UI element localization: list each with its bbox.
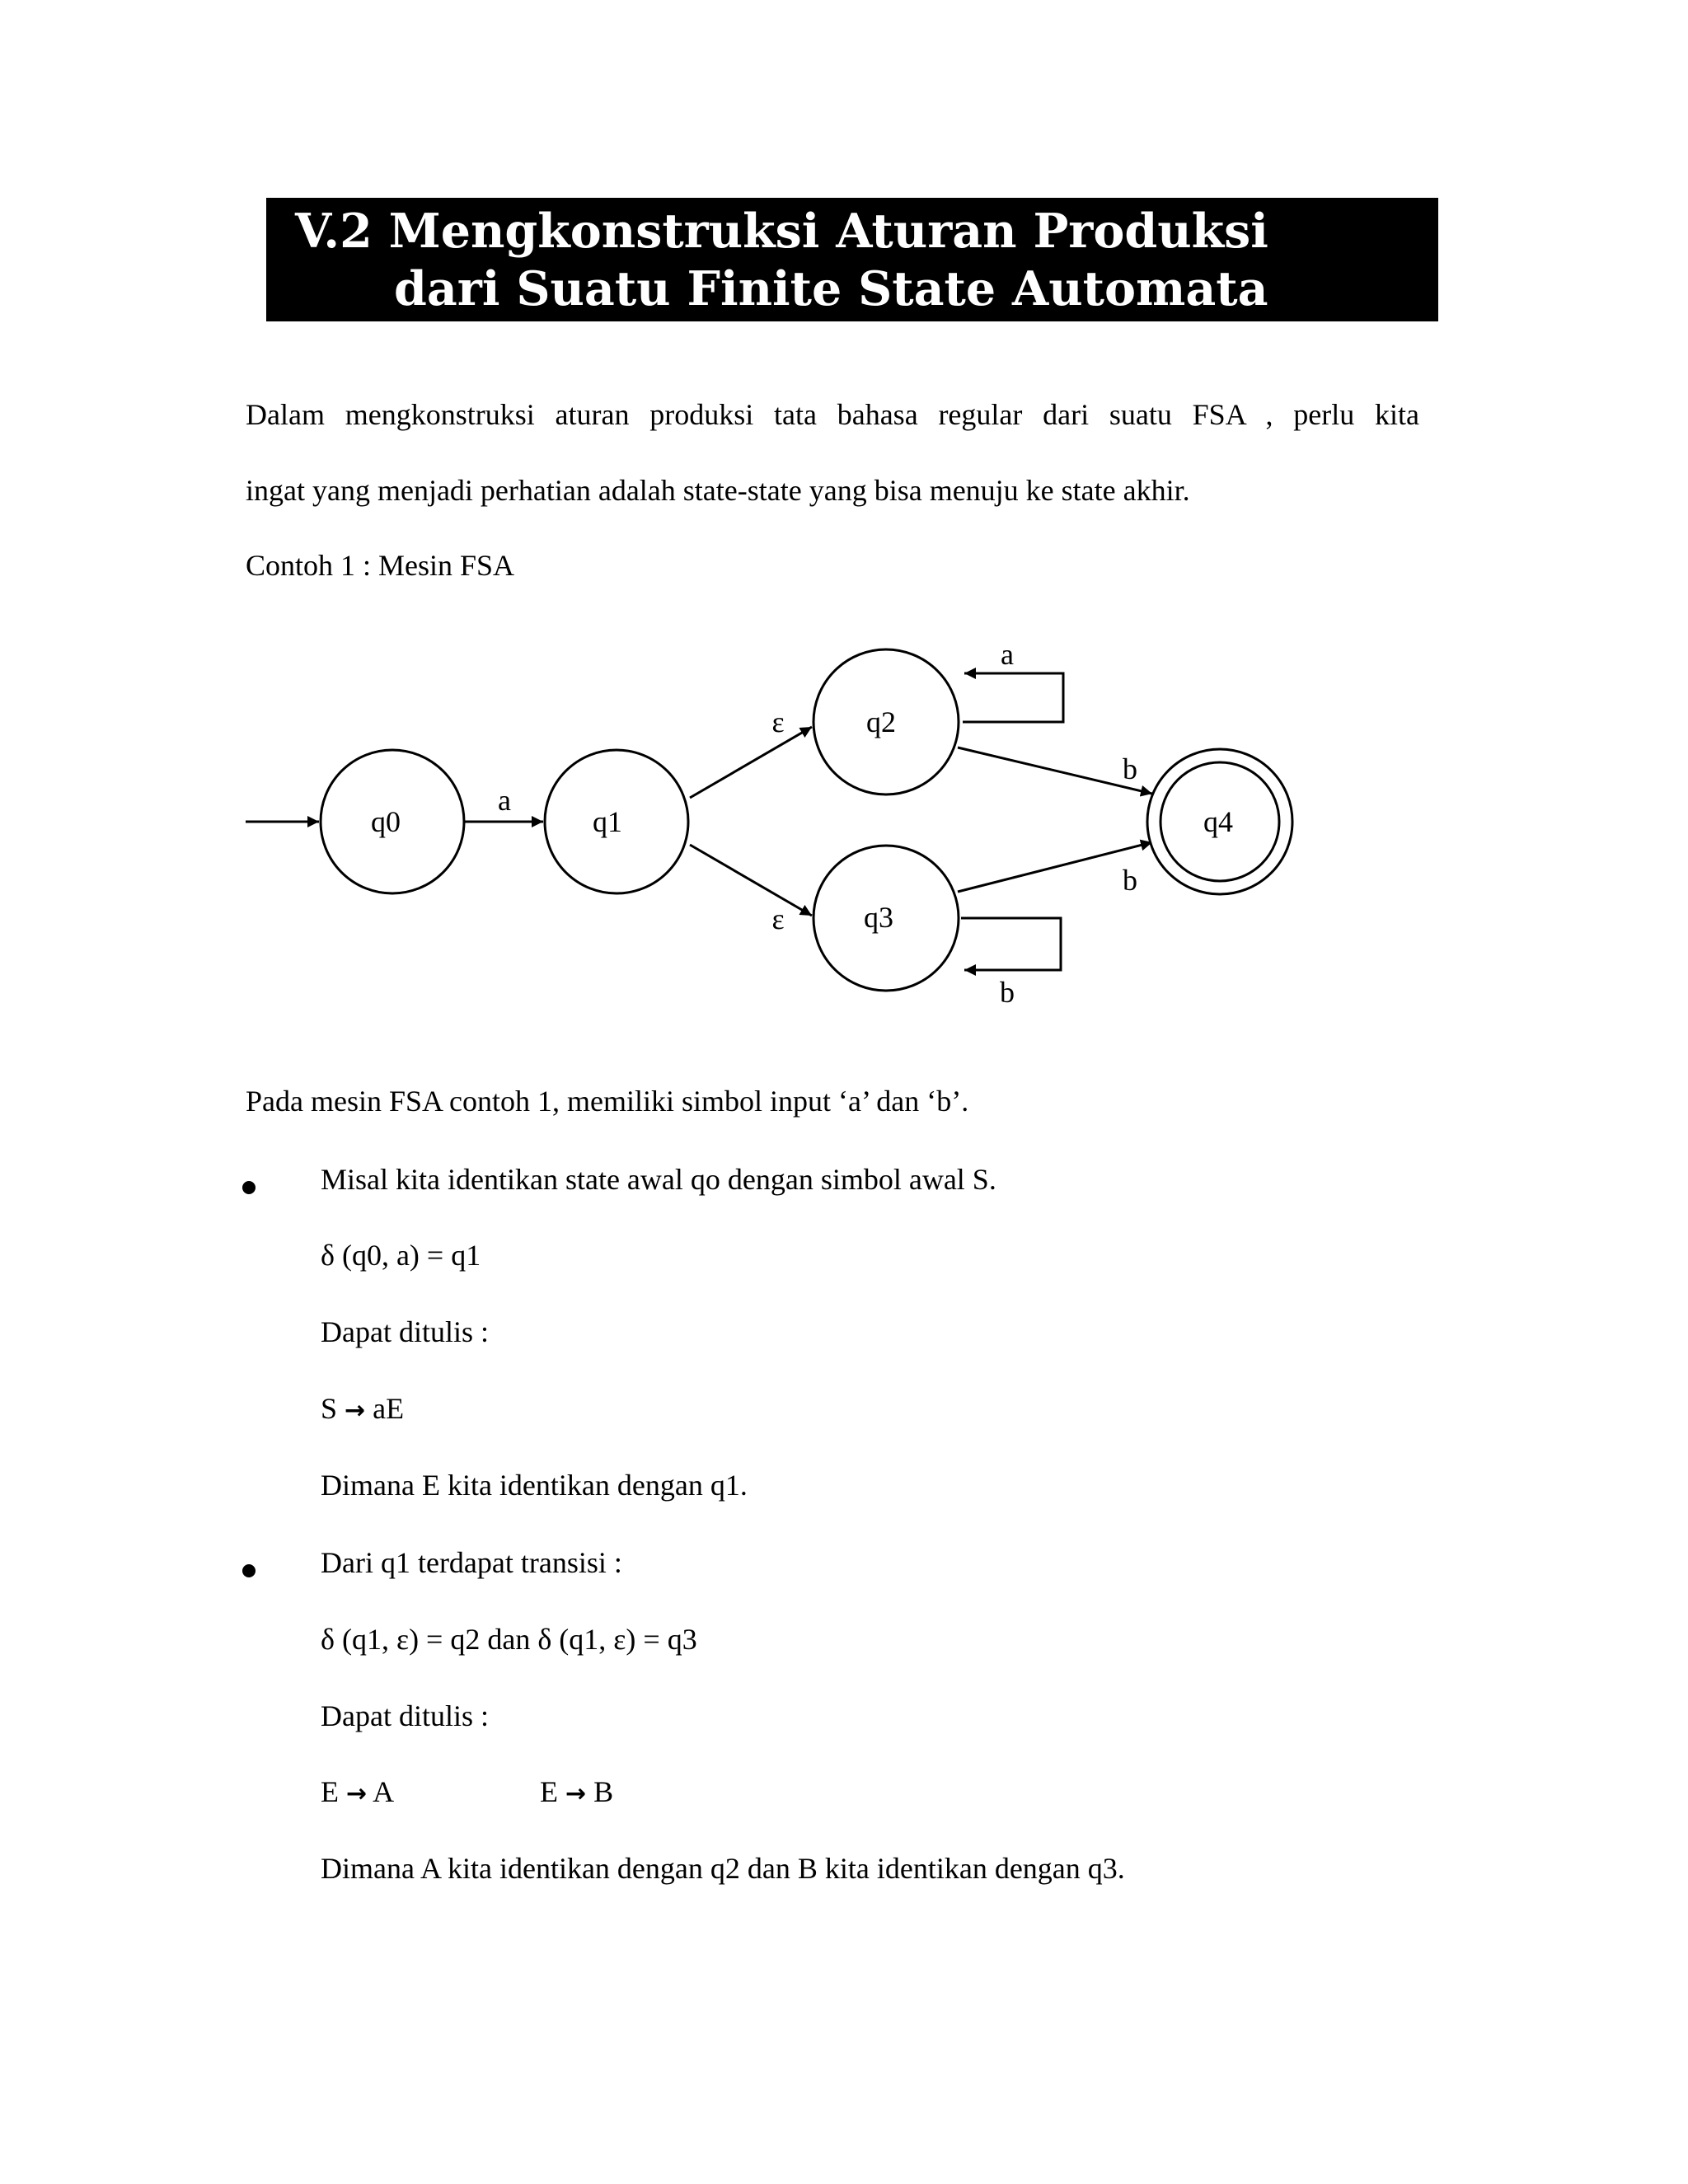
bullet-1-rule <box>321 1392 404 1426</box>
arrow-icon: → <box>345 1396 366 1425</box>
transition-q1-q3 <box>690 845 812 916</box>
after-diagram-text: Pada mesin FSA contoh 1, memiliki simbol input ‘a’ dan ‘b’. <box>246 1085 969 1118</box>
example-label: Contoh 1 : Mesin FSA <box>246 549 515 582</box>
bullet-2-rule-1 <box>321 1775 394 1809</box>
transition-q1-q2 <box>690 727 812 798</box>
rule-left: E <box>540 1775 558 1808</box>
label-q0-q1: a <box>498 784 511 817</box>
rule-right: A <box>373 1775 395 1808</box>
state-q1-label: q1 <box>593 805 622 838</box>
label-q2-q4: b <box>1123 752 1137 785</box>
label-q3-loop: b <box>1000 976 1015 1009</box>
arrow-icon: → <box>346 1779 368 1808</box>
rule-left: E <box>321 1775 339 1808</box>
bullet-2-write: Dapat ditulis : <box>321 1699 489 1732</box>
loop-q2 <box>963 673 1063 722</box>
label-q2-loop: a <box>1001 638 1014 671</box>
intro-paragraph-line-2: ingat yang menjadi perhatian adalah state-state yang bisa menuju ke state akhir. <box>246 474 1190 507</box>
arrow-icon: → <box>565 1779 587 1808</box>
bullet-1-delta: δ (q0, a) = q1 <box>321 1239 481 1272</box>
label-q3-q4: b <box>1123 864 1137 897</box>
rule-right: aE <box>373 1392 405 1425</box>
bullet-2-delta: δ (q1, ε) = q2 dan δ (q1, ε) = q3 <box>321 1623 697 1656</box>
bullet-1-note: Dimana E kita identikan dengan q1. <box>321 1469 748 1502</box>
section-title-line-1: V.2 Mengkonstruksi Aturan Produksi <box>295 204 1268 259</box>
rule-right: B <box>593 1775 614 1808</box>
bullet-2-rule-2 <box>540 1775 613 1809</box>
label-q1-q3: ε <box>771 902 785 935</box>
bullet-1-marker <box>242 1181 256 1194</box>
intro-paragraph-line-1: Dalam mengkonstruksi aturan produksi tata bahasa regular dari suatu FSA , perlu kita <box>246 398 1419 431</box>
bullet-2-intro: Dari q1 terdapat transisi : <box>321 1546 622 1579</box>
label-q1-q2: ε <box>771 705 785 738</box>
bullet-2-note: Dimana A kita identikan dengan q2 dan B kita identikan dengan q3. <box>321 1852 1125 1885</box>
state-q2-label: q2 <box>866 705 896 738</box>
loop-q3 <box>961 918 1061 970</box>
bullet-1-intro: Misal kita identikan state awal qo dengan simbol awal S. <box>321 1163 996 1196</box>
bullet-2-marker <box>242 1564 256 1577</box>
section-title-line-2: dari Suatu Finite State Automata <box>394 261 1268 316</box>
state-q0-label: q0 <box>371 805 401 838</box>
state-q4-label: q4 <box>1203 805 1233 838</box>
rule-left: S <box>321 1392 338 1425</box>
bullet-1-write: Dapat ditulis : <box>321 1315 489 1348</box>
state-q3-label: q3 <box>864 901 893 934</box>
